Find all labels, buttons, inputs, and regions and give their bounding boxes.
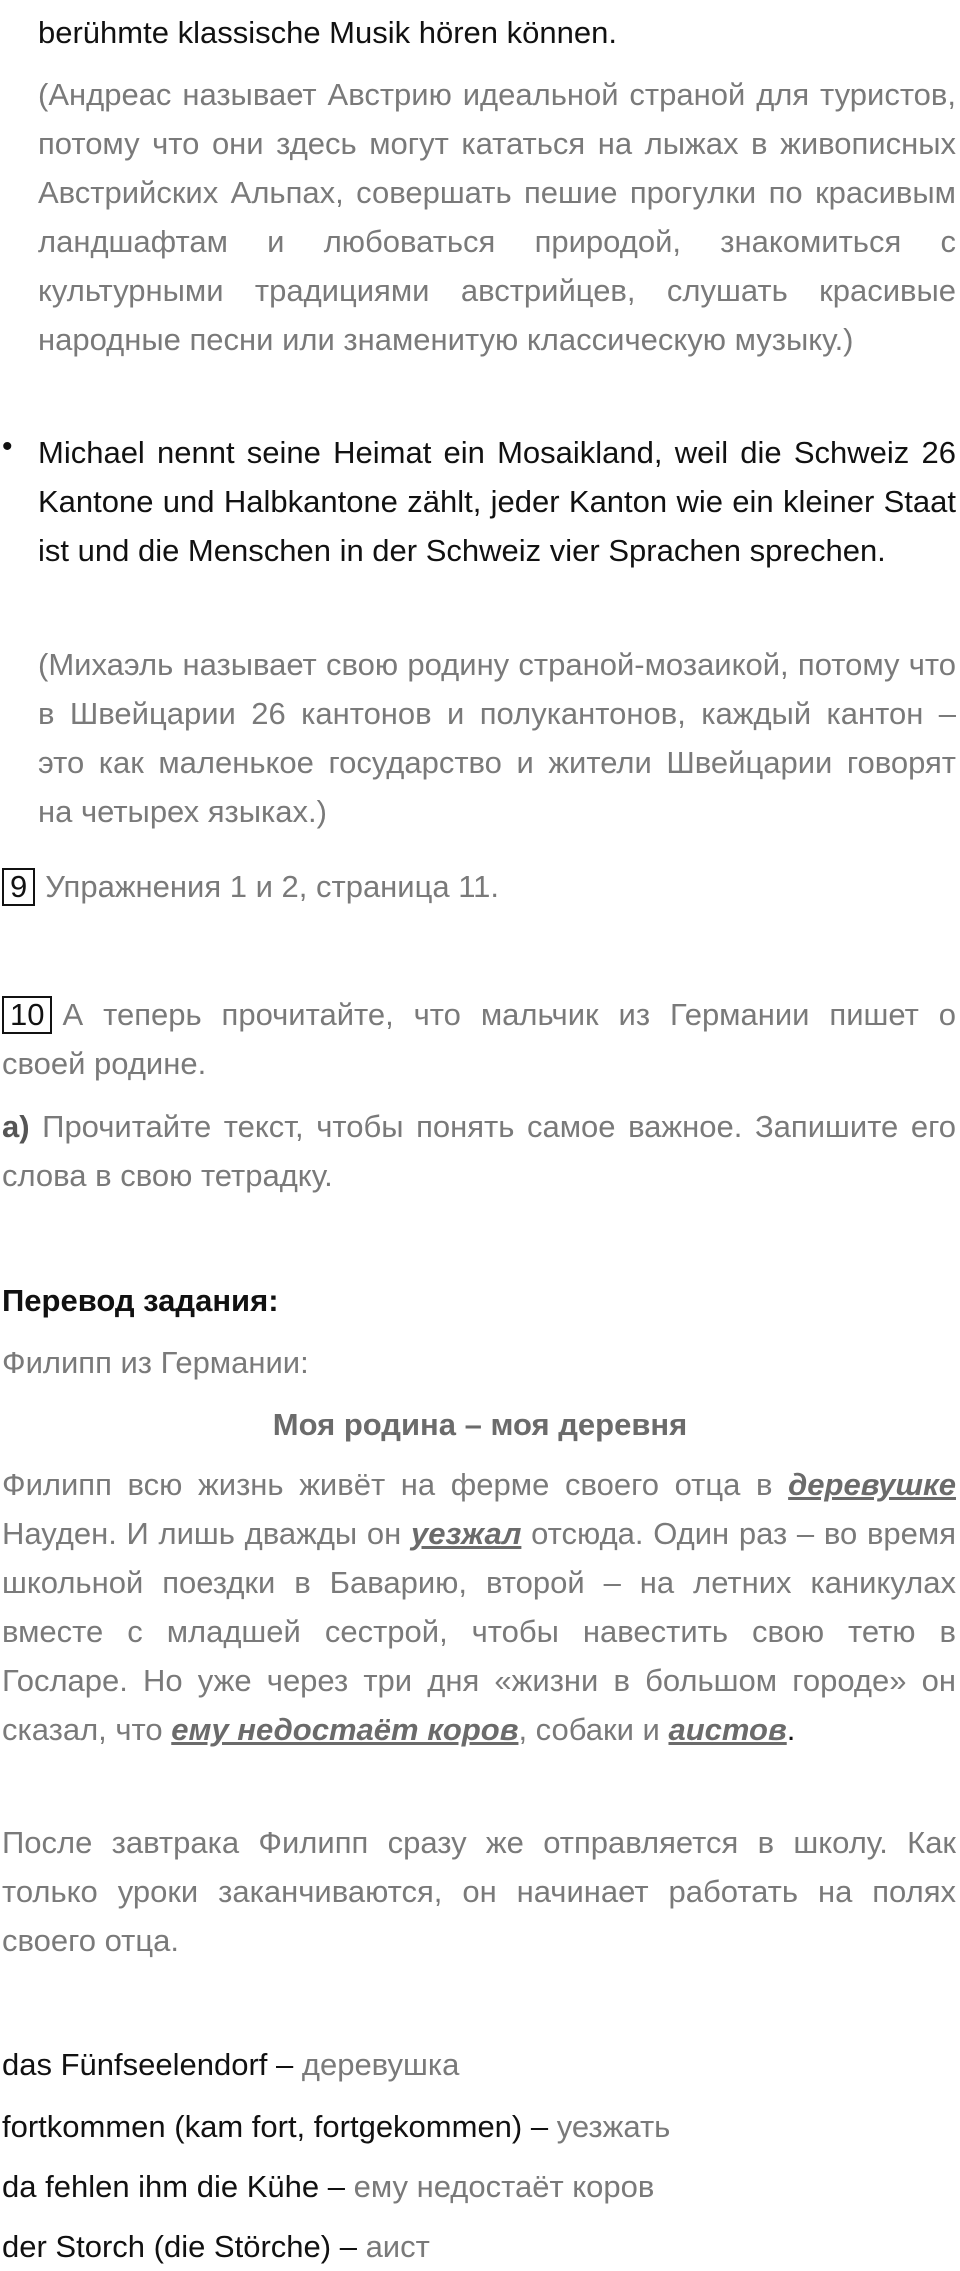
- vocab-dash: –: [319, 2169, 354, 2204]
- vocab-russian: уезжать: [556, 2109, 671, 2144]
- michael-german-text: Michael nennt seine Heimat ein Mosaikland, weil die Schweiz 26 Kantone und Halbkantone zählt, jeder Kanton wie ein kleiner Staat ist und die Menschen in der Schweiz vier Sprachen sprechen.: [38, 435, 956, 568]
- vocab-dash: –: [331, 2229, 366, 2264]
- vocab-item: [2, 2102, 952, 2151]
- p1-text-1: Филипп всю жизнь живёт на ферме своего отца в: [2, 1467, 789, 1502]
- vocab-russian: аист: [365, 2229, 430, 2264]
- vocab-dash: –: [267, 2047, 302, 2082]
- translation-heading: Перевод задания:: [2, 1283, 279, 1318]
- task-10: [2, 990, 956, 1088]
- p1-text-5: .: [786, 1712, 796, 1747]
- task-10-text: А теперь прочитайте, что мальчик из Германии пишет о своей родине.: [2, 997, 956, 1081]
- p1-underlined-4: аистов: [668, 1712, 787, 1747]
- michael-russian-translation: (Михаэль называет свою родину страной-мозаикой, потому что в Швейцарии 26 кантонов и полукантонов, каждый кантон – это как маленькое государство и жители Швейцарии говорят на четырех языках.): [38, 647, 956, 829]
- p1-underlined-2: уезжал: [410, 1516, 522, 1551]
- vocab-dash: –: [522, 2109, 557, 2144]
- translation-title: Моя родина – моя деревня: [272, 1407, 688, 1442]
- vocab-item: [2, 2162, 952, 2211]
- task-9-text: Упражнения 1 и 2, страница 11.: [45, 869, 500, 904]
- vocab-russian: деревушка: [301, 2047, 460, 2082]
- vocab-russian: ему недостаёт коров: [353, 2169, 655, 2204]
- translation-paragraph-1: [2, 1460, 956, 1754]
- vocab-item: [2, 2040, 952, 2089]
- vocab-german: fortkommen (kam fort, fortgekommen): [2, 2109, 523, 2144]
- vocab-item: [2, 2222, 952, 2271]
- task-10a-label: а): [2, 1109, 30, 1144]
- p1-text-3: отсюда. Один раз – во время школьной поездки в Баварию, второй – на летних каникулах вместе с младшей сестрой, чтобы навестить свою тетю в Госларе. Но уже через три дня «жизни в большом городе» он сказал, что: [2, 1516, 956, 1747]
- p1-text-4: , собаки и: [518, 1712, 669, 1747]
- p1-underlined-1: деревушке: [788, 1467, 956, 1502]
- task-9: [2, 862, 952, 911]
- task-10-number: 10: [2, 996, 52, 1034]
- task-10a: [2, 1102, 956, 1200]
- andreas-german-tail: berühmte klassische Musik hören können.: [38, 15, 617, 50]
- translation-paragraph-2: После завтрака Филипп сразу же отправляется в школу. Как только уроки заканчиваются, он начинает работать на полях своего отца.: [2, 1825, 956, 1958]
- bullet-michael: •: [2, 430, 13, 463]
- andreas-russian-translation: (Андреас называет Австрию идеальной страной для туристов, потому что они здесь могут кататься на лыжах в живописных Австрийских Альпах, совершать пешие прогулки по красивым ландшафтам и любоваться природой, знакомиться с культурными традициями австрийцев, слушать красивые народные песни или знаменитую классическую музыку.): [38, 77, 956, 357]
- task-10a-text: Прочитайте текст, чтобы понять самое важное. Запишите его слова в свою тетрадку.: [2, 1109, 956, 1193]
- p1-text-2: Науден. И лишь дважды он: [2, 1516, 411, 1551]
- vocab-german: das Fünfseelendorf: [2, 2047, 268, 2082]
- p1-underlined-3: ему недостаёт коров: [171, 1712, 519, 1747]
- vocab-german: da fehlen ihm die Kühe: [2, 2169, 320, 2204]
- task-9-number: 9: [2, 868, 35, 906]
- vocab-german: der Storch (die Störche): [2, 2229, 332, 2264]
- translation-intro: Филипп из Германии:: [2, 1345, 309, 1380]
